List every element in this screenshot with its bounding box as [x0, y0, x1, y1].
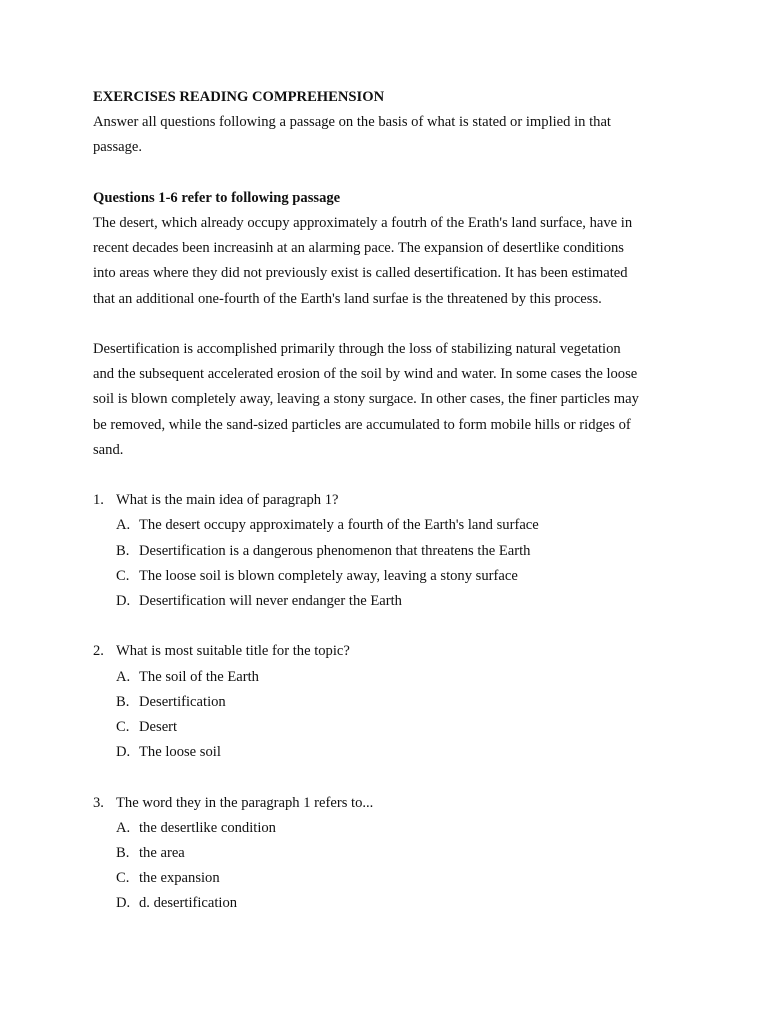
section-heading: Questions 1-6 refer to following passage — [93, 189, 341, 206]
option-letter: B. — [116, 542, 130, 559]
paragraph-line: and the subsequent accelerated erosion of the soil by wind and water. In some cases the loose — [93, 366, 638, 383]
option-text: Desertification is a dangerous phenomenon that threatens the Earth — [139, 542, 531, 559]
question-number: 1. — [93, 492, 104, 509]
question-text: The word they in the paragraph 1 refers to... — [116, 794, 374, 811]
spacer — [93, 614, 693, 639]
paragraph-line: The desert, which already occupy approximately a foutrh of the Erath's land surface, have in — [93, 215, 633, 231]
question-3 — [93, 791, 693, 917]
question-2 — [93, 639, 693, 765]
option-letter: B. — [116, 693, 130, 710]
spacer — [93, 161, 693, 186]
document-title: EXERCISES READING COMPREHENSION — [93, 89, 385, 105]
passage-paragraph-1 — [93, 211, 693, 312]
question-stem — [93, 488, 693, 513]
instructions-line: Answer all questions following a passage on the basis of what is stated or implied in that — [93, 114, 611, 131]
question-1 — [93, 488, 693, 614]
document-page — [93, 85, 693, 917]
answer-option — [93, 841, 693, 866]
option-letter: A. — [116, 517, 131, 534]
paragraph-line: be removed, while the sand-sized particles are accumulated to form mobile hills or ridges of — [93, 416, 631, 433]
answer-option — [93, 715, 693, 740]
answer-option — [93, 564, 693, 589]
paragraph-line: recent decades been increasinh at an alarming pace. The expansion of desertlike conditions — [93, 240, 624, 257]
question-stem — [93, 791, 693, 816]
option-text: the desertlike condition — [139, 819, 276, 836]
option-text: d. desertification — [139, 895, 238, 912]
option-text: The soil of the Earth — [139, 668, 259, 685]
answer-option — [93, 513, 693, 538]
paragraph-line: into areas where they did not previously exist is called desertification. It has been estimated — [93, 265, 628, 282]
option-text: Desertification — [139, 693, 226, 710]
answer-option — [93, 891, 693, 916]
answer-option — [93, 665, 693, 690]
answer-option — [93, 816, 693, 841]
option-text: The loose soil — [139, 744, 221, 761]
option-letter: A. — [116, 668, 131, 685]
paragraph-line: Desertification is accomplished primarily through the loss of stabilizing natural vegetation — [93, 341, 621, 357]
option-text: The desert occupy approximately a fourth of the Earth's land surface — [139, 517, 539, 534]
option-text: Desertification will never endanger the Earth — [139, 593, 402, 610]
option-letter: D. — [116, 895, 131, 912]
paragraph-line: soil is blown completely away, leaving a stony surgace. In other cases, the finer particles may — [93, 391, 639, 408]
option-letter: B. — [116, 845, 130, 862]
option-letter: C. — [116, 870, 130, 887]
answer-option — [93, 690, 693, 715]
option-letter: C. — [116, 567, 130, 584]
passage-paragraph-2 — [93, 337, 693, 463]
option-text: Desert — [139, 719, 178, 736]
instructions-line: passage. — [93, 139, 143, 156]
answer-option — [93, 589, 693, 614]
spacer — [93, 312, 693, 337]
option-letter: D. — [116, 744, 131, 761]
question-number: 2. — [93, 643, 104, 660]
spacer — [93, 765, 693, 790]
option-text: The loose soil is blown completely away, leaving a stony surface — [139, 567, 518, 584]
question-text: What is most suitable title for the topic? — [116, 643, 350, 660]
question-text: What is the main idea of paragraph 1? — [116, 492, 339, 509]
paragraph-line: that an additional one-fourth of the Earth's land surfae is the threatened by this process. — [93, 290, 602, 307]
paragraph-line: sand. — [93, 441, 124, 458]
option-text: the expansion — [139, 870, 220, 887]
spacer — [93, 463, 693, 488]
answer-option — [93, 740, 693, 765]
option-letter: D. — [116, 593, 131, 610]
instructions — [93, 110, 693, 160]
question-stem — [93, 639, 693, 664]
answer-option — [93, 539, 693, 564]
option-letter: A. — [116, 819, 131, 836]
question-number: 3. — [93, 794, 104, 811]
answer-option — [93, 866, 693, 891]
option-letter: C. — [116, 719, 130, 736]
option-text: the area — [139, 845, 185, 862]
